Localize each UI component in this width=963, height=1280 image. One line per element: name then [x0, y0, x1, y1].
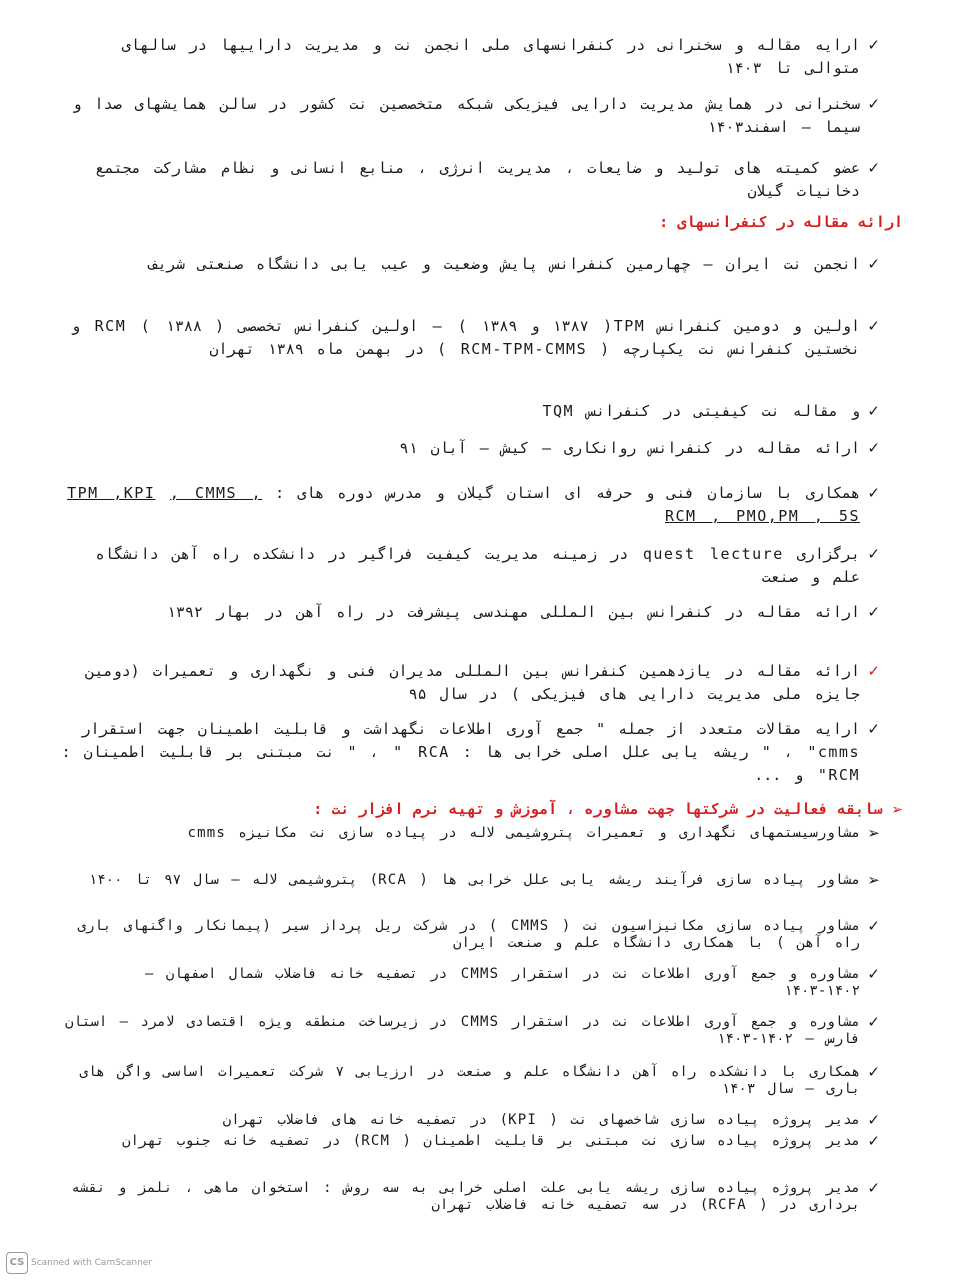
camscanner-logo: CS [6, 1252, 28, 1274]
list-item-text: ارائه مقاله در کنفرانس بین المللی مهندسی پیشرفت در راه آهن در بهار ۱۳۹۲ [166, 603, 860, 621]
list-item-text: مشاوره و جمع آوری اطلاعات نت در استقرار CMMS در زیرساخت منطقه ویژه اقتصادی لامرد – استان فارس – ۱۴۰۲-۱۴۰۳ [65, 1014, 860, 1047]
list-item [60, 1013, 880, 1048]
list-item-text: همکاری با سازمان فنی و حرفه ای استان گیلان و مدرس دوره های : [275, 484, 860, 502]
list-item [60, 601, 880, 624]
check-icon: ✓ [867, 1063, 880, 1081]
list-item [60, 718, 880, 787]
list-item [60, 482, 880, 528]
list-item [60, 543, 880, 589]
section-heading-conferences: ارائه مقاله در کنفرانسهای : [659, 213, 903, 231]
list-item [60, 253, 880, 276]
list-item [60, 1063, 880, 1098]
check-icon: ✓ [867, 965, 880, 983]
course-list-link: , CMMS , RCM , PMO,PM , 5S [169, 484, 860, 525]
list-item-text: عضو کمیته های تولید و ضایعات ، مدیریت انرژی ، منابع انسانی و نظام مشارکت مجتمع دخانیات گیلان [95, 159, 860, 200]
arrow-icon: ➢ [891, 802, 903, 818]
list-item-text: مشاور پیاده سازی مکانیزاسیون نت ( CMMS ) در شرکت ریل پرداز سیر (پیمانکار واگنهای باری راه آهن ) با همکاری دانشگاه علم و صنعت ایران [77, 918, 860, 951]
check-icon: ✓ [867, 545, 880, 563]
list-item [60, 437, 880, 460]
check-icon: ✓ [867, 95, 880, 113]
check-icon: ✓ [867, 159, 880, 177]
check-icon: ✓ [867, 1132, 880, 1150]
list-item-text: مشاوره و جمع آوری اطلاعات نت در استقرار CMMS در تصفیه خانه فاضلاب شمال اصفهان – ۱۴۰۲-۱۴۰۳ [144, 966, 860, 999]
section-heading-text: سابقه فعالیت در شرکتها جهت مشاوره ، آموزش و تهیه نرم افزار نت : [313, 800, 883, 818]
list-item [60, 400, 880, 423]
list-item [60, 93, 880, 139]
check-icon: ✓ [867, 1013, 880, 1031]
list-item [60, 157, 880, 203]
arrow-icon: ➢ [867, 824, 880, 842]
list-item-text: و مقاله نت کیفیتی در کنفرانس TQM [542, 402, 860, 420]
check-icon: ✓ [867, 484, 880, 502]
list-item [60, 1111, 880, 1129]
list-item-text: ارائه مقاله در یازدهمین کنفرانس بین المللی مدیران فنی و نگهداری و تعمیرات (دومین جایزه ملی مدیریت دارایی های فیزیکی ) در سال ۹۵ [85, 662, 860, 703]
list-item-text: مدیر پروژه پیاده سازی شاخصهای نت ( KPI) در تصفیه خانه های فاضلاب تهران [222, 1112, 860, 1128]
list-item-text: همکاری با دانشکده راه آهن دانشگاه علم و صنعت در ارزیابی ۷ شرکت تعمیرات اساسی واگن های باری – سال ۱۴۰۳ [79, 1064, 860, 1097]
check-icon: ✓ [867, 317, 880, 335]
camscanner-watermark [6, 1252, 152, 1274]
check-icon: ✓ [867, 255, 880, 273]
list-item [60, 871, 880, 889]
list-item [60, 917, 880, 952]
check-icon: ✓ [867, 917, 880, 935]
check-icon: ✓ [867, 1111, 880, 1129]
list-item-text: مدیر پروژه پیاده سازی ریشه یابی علت اصلی خرابی به سه روش : استخوان ماهی ، نلمز و نقشه برداری در ( RCFA) در سه تصفیه خانه فاضلاب تهران [71, 1180, 860, 1213]
list-item [60, 315, 880, 361]
check-icon: ✓ [867, 1179, 880, 1197]
list-item [60, 824, 880, 842]
check-icon: ✓ [867, 402, 880, 420]
list-item-text: مشاورسیستمهای نگهداری و تعمیرات پتروشیمی لاله در پیاده سازی نت مکانیزه cmms [187, 825, 860, 841]
list-item [60, 1132, 880, 1150]
list-item-text: ارایه مقالات متعدد از جمله " جمع آوری اطلاعات نگهداشت و قابلیت اطمینان جهت استقرار cmms" ، " ریشه یابی علل اصلی خرابی ها : RCA " ، " نت مبتنی بر قابلیت اطمینان : RCM" و ... [61, 720, 860, 784]
arrow-icon: ➢ [867, 871, 880, 889]
watermark-text: Scanned with CamScanner [31, 1258, 153, 1268]
list-item-text: برگزاری quest lecture در زمینه مدیریت کیفیت فراگیر در دانشکده راه آهن دانشگاه علم و صنعت [95, 545, 860, 586]
list-item [60, 34, 880, 80]
list-item [60, 965, 880, 1000]
check-icon: ✓ [867, 720, 880, 738]
list-item-text: انجمن نت ایران – چهارمین کنفرانس پایش وضعیت و عیب یابی دانشگاه صنعتی شریف [148, 255, 860, 273]
check-icon: ✓ [867, 439, 880, 457]
list-item-text: سخنرانی در همایش مدیریت دارایی فیزیکی شبکه متخصصین نت کشور در سالن همایشهای صدا و سیما – اسفند۱۴۰۳ [72, 95, 860, 136]
check-icon: ✓ [867, 662, 880, 680]
section-heading-consulting [313, 800, 903, 818]
list-item-text: مشاور پیاده سازی فرآیند ریشه یابی علل خرابی ها ( RCA) پتروشیمی لاله – سال ۹۷ تا ۱۴۰۰ [88, 872, 860, 888]
list-item [60, 1179, 880, 1214]
list-item-text: ارائه مقاله در کنفرانس روانکاری – کیش – آبان ۹۱ [399, 439, 860, 457]
list-item-text: مدیر پروژه پیاده سازی نت مبتنی بر قابلیت اطمینان ( RCM) در تصفیه خانه جنوب تهران [122, 1133, 860, 1149]
list-item [60, 660, 880, 706]
check-icon: ✓ [867, 603, 880, 621]
list-item-text: اولین و دومین کنفرانس TPM( ۱۳۸۷ و ۱۳۸۹ ) – اولین کنفرانس تخصصی RCM ( ۱۳۸۸ ) و نخستین کنفرانس نت یکپارچه ( RCM-TPM-CMMS ) در بهمن ماه ۱۳۸۹ تهران [71, 317, 860, 358]
check-icon: ✓ [867, 36, 880, 54]
course-list-link: TPM ,KPI [67, 484, 156, 502]
list-item-text: ارایه مقاله و سخنرانی در کنفرانسهای ملی انجمن نت و مدیریت داراییها در سالهای متوالی تا ۱۴۰۳ [121, 36, 860, 77]
